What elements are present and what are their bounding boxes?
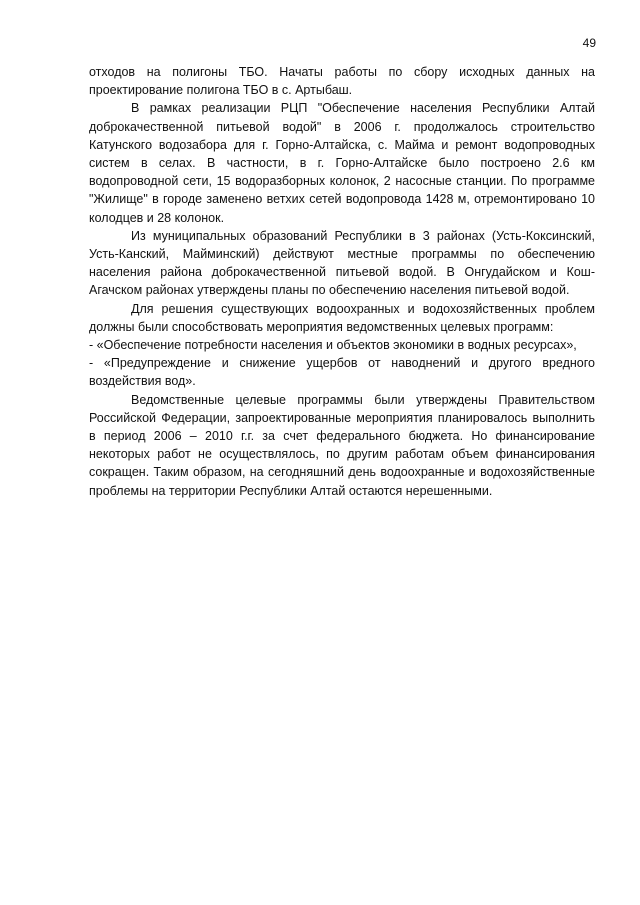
paragraph-departmental-programs-intro: Для решения существующих водоохранных и водохозяйственных проблем должны были способствовать мероприятия ведомственных целевых программ: [89, 301, 595, 334]
paragraph-drinking-water-program: В рамках реализации РЦП "Обеспечение населения Республики Алтай доброкачественной питьевой водой" в 2006 г. продолжалось строительство Катунского водозабора для г. Горно-Алтайска, с. Майма и ремонт водопроводных систем в селах. В частности, в г. Горно-Алтайске было построено 2.6 км водопроводной сети, 15 водоразборных колонок, 2 насосные станции. По программе "Жилище" в городе заменено ветхих сетей водопровода 1428 м, отремонтировано 10 колодцев и 28 колонок. [89, 101, 595, 225]
paragraph-landfill: отходов на полигоны ТБО. Начаты работы по сбору исходных данных на проектирование полигона ТБО в с. Артыбаш. [89, 65, 595, 98]
paragraph-municipal-programs: Из муниципальных образований Республики в 3 районах (Усть-Коксинский, Усть-Канский, Майминский) действуют местные программы по обеспечению населения района доброкачественной питьевой водой. В Онгудайском и Кош-Агачском районах утверждены планы по обеспечению населения питьевой водой. [89, 228, 595, 298]
body-text [89, 63, 595, 500]
paragraph-federal-funding: Ведомственные целевые программы были утверждены Правительством Российской Федерации, запроектированные мероприятия планировалось выполнить в период 2006 – 2010 г.г. за счет федерального бюджета. Но финансирование некоторых работ не осуществлялось, по другим работам объем финансирования сокращен. Таким образом, на сегодняшний день водоохранные и водохозяйственные проблемы на территории Республики Алтай остаются нерешенными. [89, 392, 595, 498]
list-item-flood-prevention: - «Предупреждение и снижение ущербов от наводнений и другого вредного воздействия вод». [89, 356, 595, 389]
list-item-water-resources: - «Обеспечение потребности населения и объектов экономики в водных ресурсах», [89, 338, 577, 353]
page-number: 49 [582, 36, 596, 50]
